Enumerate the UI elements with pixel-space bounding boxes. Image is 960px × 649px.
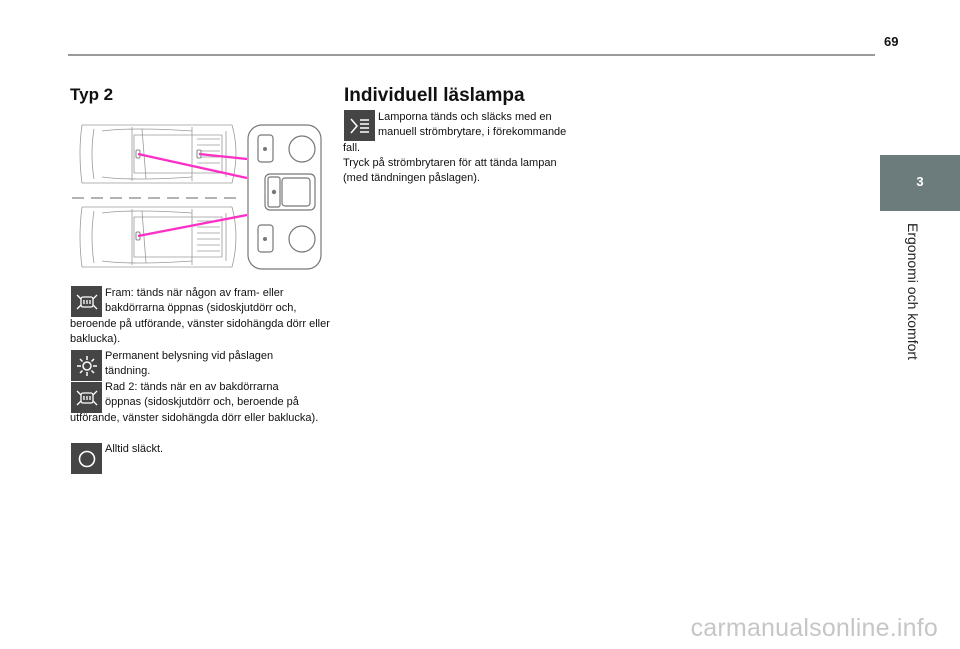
item-row2-line2: öppnas (sidoskjutdörr och, beroende på [105,396,299,409]
reading-lamp-line1: Lamporna tänds och släcks med en [378,111,552,123]
reading-lamp-text [343,110,603,186]
chapter-title: Ergonomi och komfort [905,223,921,360]
item-row2-line1: Rad 2: tänds när en av bakdörrarna [105,381,279,393]
item-front-line1: Fram: tänds när någon av fram- eller [105,287,284,299]
list-item-row2 [70,380,332,426]
reading-lamp-line2: manuell strömbrytare, i förekommande [378,126,567,139]
reading-lamp-para2: Tryck på strömbrytaren för att tända lampan (med tändningen påslagen). [343,156,557,185]
header-rule [68,54,875,56]
list-item-front [70,286,332,347]
item-permanent-line1: Permanent belysning vid påslagen [105,350,274,362]
vehicle-interior-diagram [72,117,328,277]
section-heading-reading-lamp: Individuell läslampa [344,85,525,106]
item-row2-rest: utförande, vänster sidohängda dörr eller baklucka). [70,411,319,424]
watermark: carmanualsonline.info [690,614,938,642]
chapter-number: 3 [916,174,924,189]
item-front-line2: bakdörrarna öppnas (sidoskjutdörr och, [105,302,297,315]
chapter-tab[interactable] [880,155,960,211]
item-off-line1: Alltid släckt. [105,443,164,455]
item-front-rest: beroende på utförande, vänster sidohängda dörr eller baklucka). [70,317,330,345]
section-heading-typ2: Typ 2 [70,85,114,104]
list-item-off [70,442,332,457]
page-number: 69 [884,34,899,49]
reading-lamp-rest: fall. [343,141,361,154]
list-item-permanent [70,349,332,380]
item-permanent-line2: tändning. [105,365,151,378]
